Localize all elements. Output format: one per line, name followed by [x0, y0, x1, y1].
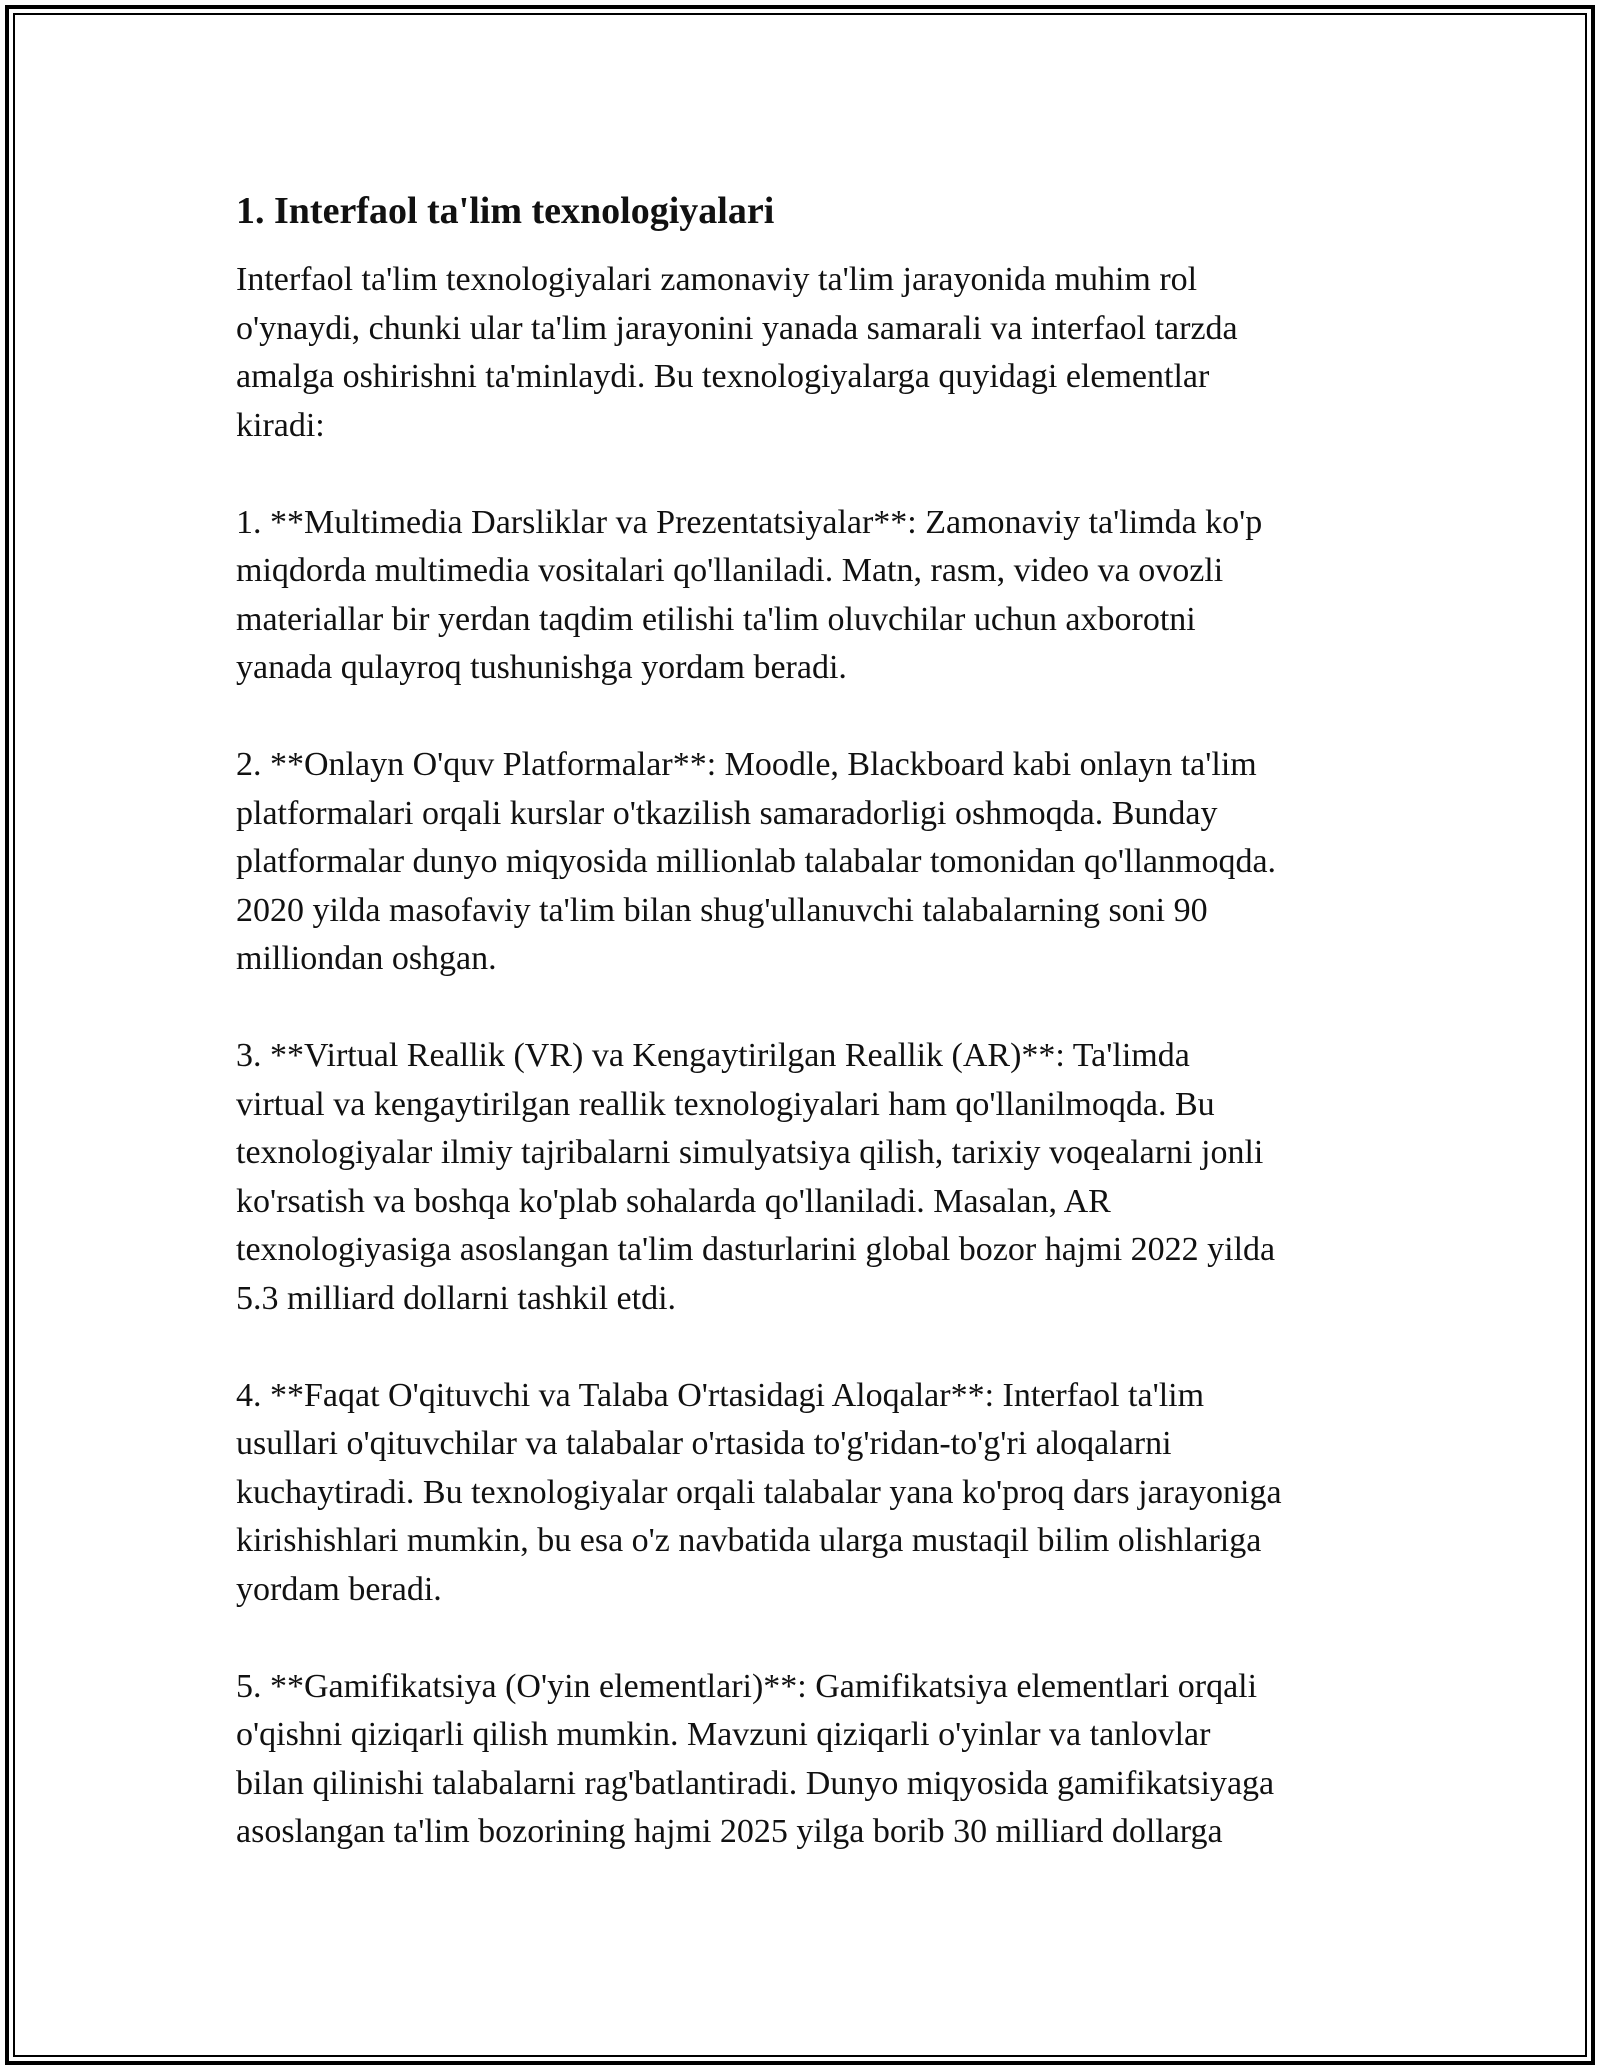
text-line: virtual va kengaytirilgan reallik texnologiyalari ham qo'llanilmoqda. Bu — [236, 1085, 1215, 1123]
list-item-multimedia — [236, 499, 1376, 693]
text-line: yanada qulayroq tushunishga yordam beradi. — [236, 649, 847, 686]
text-line: kiradi: — [236, 406, 325, 444]
text-line: materiallar bir yerdan taqdim etilishi ta'lim oluvchilar uchun axborotni — [236, 600, 1196, 638]
text-line: 1. **Multimedia Darsliklar va Prezentatsiyalar**: Zamonaviy ta'limda ko'p — [236, 503, 1263, 541]
text-line: milliondan oshgan. — [236, 940, 497, 977]
text-line: amalga oshirishni ta'minlaydi. Bu texnologiyalarga quyidagi elementlar — [236, 358, 1210, 395]
section-heading: 1. Interfaol ta'lim texnologiyalari — [236, 190, 775, 232]
text-line: 5. **Gamifikatsiya (O'yin elementlari)**: Gamifikatsiya elementlari orqali — [236, 1667, 1258, 1705]
text-line: platformalar dunyo miqyosida millionlab talabalar tomonidan qo'llanmoqda. — [236, 843, 1277, 880]
text-line: o'qishni qiziqarli qilish mumkin. Mavzuni qiziqarli o'yinlar va tanlovlar — [236, 1716, 1211, 1753]
text-line: texnologiyasiga asoslangan ta'lim dasturlarini global bozor hajmi 2022 yilda — [236, 1231, 1276, 1268]
text-line: 5.3 milliard dollarni tashkil etdi. — [236, 1279, 677, 1317]
list-item-teacher-student — [236, 1372, 1376, 1615]
list-item-online-platforms — [236, 741, 1376, 984]
intro-paragraph — [236, 256, 1376, 450]
list-item-gamification — [236, 1663, 1376, 1857]
text-line: bilan qilinishi talabalarni rag'batlantiradi. Dunyo miqyosida gamifikatsiyaga — [236, 1764, 1275, 1802]
text-line: asoslangan ta'lim bozorining hajmi 2025 yilga borib 30 milliard dollarga — [236, 1813, 1223, 1850]
text-line: 4. **Faqat O'qituvchi va Talaba O'rtasidagi Aloqalar**: Interfaol ta'lim — [236, 1376, 1205, 1414]
list-item-vr-ar — [236, 1032, 1376, 1323]
text-line: 2020 yilda masofaviy ta'lim bilan shug'ullanuvchi talabalarning soni 90 — [236, 891, 1208, 929]
text-line: usullari o'qituvchilar va talabalar o'rtasida to'g'ridan-to'g'ri aloqalarni — [236, 1425, 1172, 1462]
text-line: platformalari orqali kurslar o'tkazilish samaradorligi oshmoqda. Bunday — [236, 794, 1218, 832]
text-line: 3. **Virtual Reallik (VR) va Kengaytirilgan Reallik (AR)**: Ta'limda — [236, 1037, 1190, 1074]
text-line: 2. **Onlayn O'quv Platformalar**: Moodle, Blackboard kabi onlayn ta'lim — [236, 746, 1257, 783]
text-line: o'ynaydi, chunki ular ta'lim jarayonini yanada samarali va interfaol tarzda — [236, 309, 1238, 347]
text-line: yordam beradi. — [236, 1570, 442, 1608]
text-line: miqdorda multimedia vositalari qo'llaniladi. Matn, rasm, video va ovozli — [236, 552, 1224, 589]
text-line: texnologiyalar ilmiy tajribalarni simulyatsiya qilish, tarixiy voqealarni jonli — [236, 1134, 1264, 1171]
text-line: ko'rsatish va boshqa ko'plab sohalarda qo'llaniladi. Masalan, AR — [236, 1182, 1111, 1220]
text-line: Interfaol ta'lim texnologiyalari zamonaviy ta'lim jarayonida muhim rol — [236, 261, 1198, 298]
text-line: kuchaytiradi. Bu texnologiyalar orqali talabalar yana ko'proq dars jarayoniga — [236, 1473, 1282, 1511]
document-body — [236, 186, 1376, 1857]
text-line: kirishishlari mumkin, bu esa o'z navbatida ularga mustaqil bilim olishlariga — [236, 1522, 1262, 1559]
